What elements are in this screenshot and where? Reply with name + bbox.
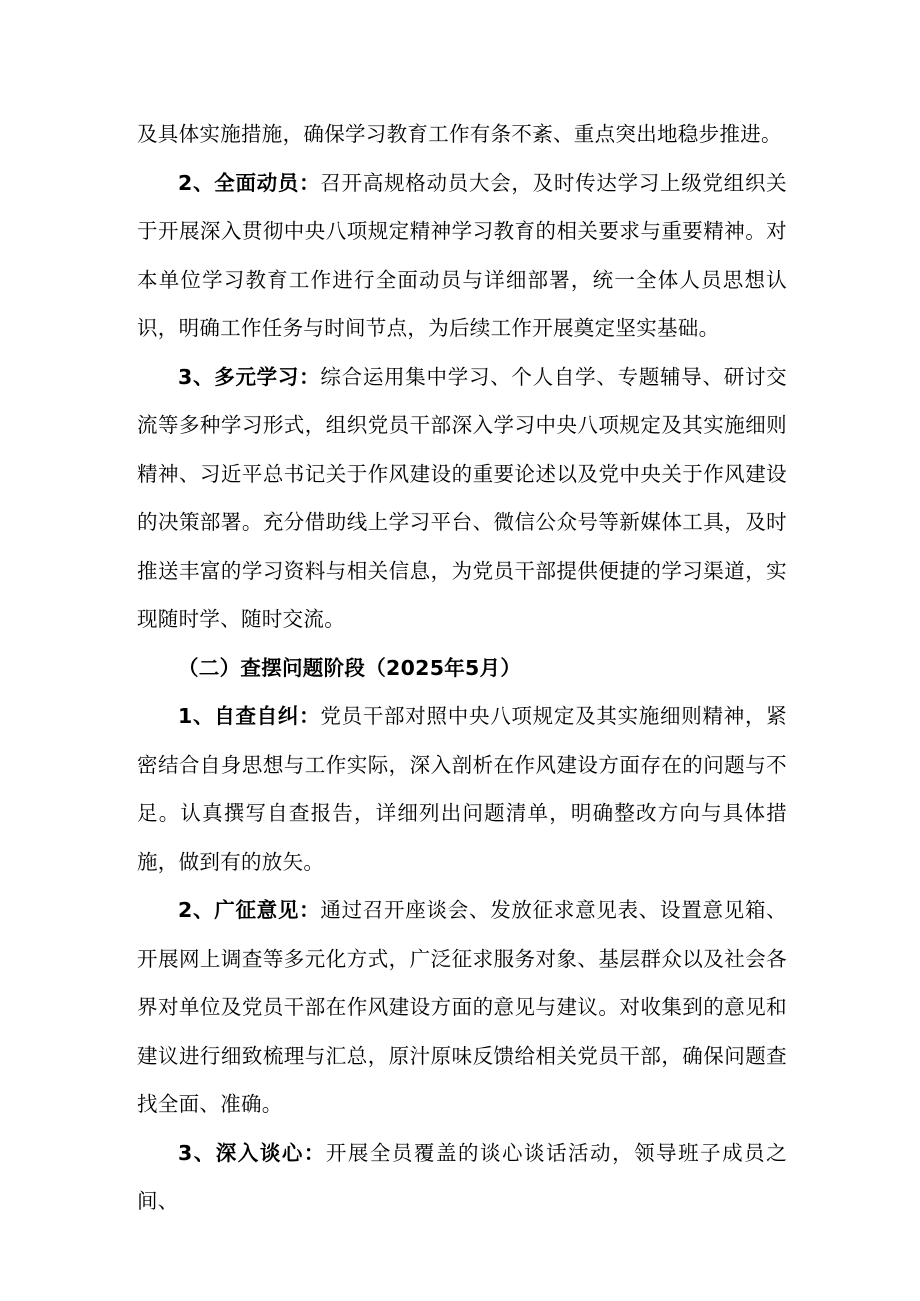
item-body: 开展全员覆盖的谈心谈话活动，领导班子成员之间、: [137, 1140, 787, 1213]
item-lead: 3、深入谈心：: [178, 1140, 326, 1165]
item-lead: 1、自查自纠：: [178, 704, 321, 728]
item-lead: 2、全面动员：: [178, 170, 321, 195]
item-body: 召开高规格动员大会，及时传达学习上级党组织关于开展深入贯彻中央八项规定精神学习教育的相关要求与重要精神。对本单位学习教育工作进行全面动员与详细部署，统一全体人员思想认识，明确工作任务与时间节点，为后续工作开展奠定坚实基础。: [137, 170, 787, 340]
paragraph-text: 及具体实施措施，确保学习教育工作有条不紊、重点突出地稳步推进。: [137, 122, 782, 146]
item-talk: [137, 1129, 787, 1226]
paragraph-intro: [137, 110, 787, 159]
item-body: 综合运用集中学习、个人自学、专题辅导、研讨交流等多种学习形式，组织党员干部深入学习中央八项规定及其实施细则精神、习近平总书记关于作风建设的重要论述以及党中央关于作风建设的决策部署。充分借助线上学习平台、微信公众号等新媒体工具，及时推送丰富的学习资料与相关信息，为党员干部提供便捷的学习渠道，实现随时学、随时交流。: [137, 364, 787, 631]
item-selfcheck: [137, 692, 787, 886]
item-body: 党员干部对照中央八项规定及其实施细则精神，紧密结合自身思想与工作实际，深入剖析在作风建设方面存在的问题与不足。认真撰写自查报告，详细列出问题清单，明确整改方向与具体措施，做到有的放矢。: [137, 704, 787, 874]
item-body: 通过召开座谈会、发放征求意见表、设置意见箱、开展网上调查等多元化方式，广泛征求服务对象、基层群众以及社会各界对单位及党员干部在作风建设方面的意见与建议。对收集到的意见和建议进行细致梳理与汇总，原汁原味反馈给相关党员干部，确保问题查找全面、准确。: [137, 898, 787, 1116]
item-mobilize: [137, 159, 787, 353]
item-lead: 2、广征意见：: [178, 898, 321, 922]
item-study: [137, 353, 787, 644]
section-heading: （二）查摆问题阶段（2025年5月）: [178, 655, 522, 680]
item-lead: 3、多元学习：: [178, 364, 321, 389]
item-opinions: [137, 886, 787, 1129]
